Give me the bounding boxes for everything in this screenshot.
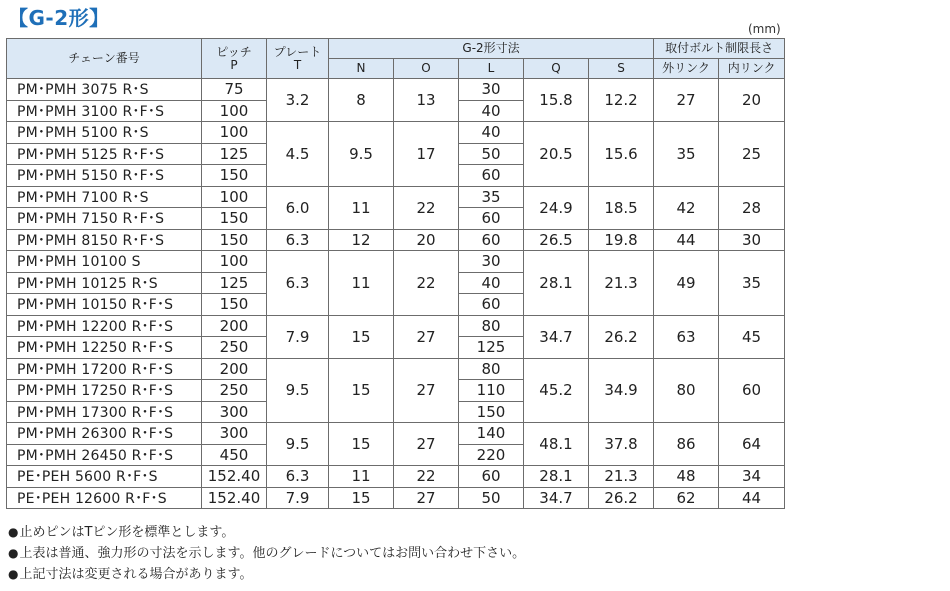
table-row	[7, 122, 785, 144]
chain-name-cell: PM･PMH 3075 R･S	[7, 79, 202, 101]
o-cell: 27	[394, 358, 459, 423]
bullet-icon: ●	[8, 546, 19, 560]
bullet-icon: ●	[8, 567, 19, 581]
outer-link-cell: 35	[654, 122, 719, 187]
pitch-cell: 300	[202, 423, 267, 445]
n-cell: 11	[329, 251, 394, 316]
q-cell: 48.1	[524, 423, 589, 466]
table-row	[7, 487, 785, 509]
pitch-cell: 150	[202, 229, 267, 251]
outer-link-cell: 80	[654, 358, 719, 423]
plate-cell: 6.3	[267, 229, 329, 251]
inner-link-cell: 20	[719, 79, 785, 122]
s-cell: 21.3	[589, 466, 654, 488]
chain-name-cell: PM･PMH 7150 R･F･S	[7, 208, 202, 230]
chain-name-cell: PM･PMH 8150 R･F･S	[7, 229, 202, 251]
inner-link-cell: 45	[719, 315, 785, 358]
note-text: 上表は普通、強力形の寸法を示します。他のグレードについてはお問い合わせ下さい。	[19, 546, 526, 561]
s-cell: 21.3	[589, 251, 654, 316]
plate-cell: 6.3	[267, 251, 329, 316]
pitch-cell: 75	[202, 79, 267, 101]
pitch-cell: 150	[202, 208, 267, 230]
pitch-cell: 100	[202, 186, 267, 208]
header-col-n: N	[329, 59, 394, 79]
pitch-cell: 100	[202, 251, 267, 273]
table-row	[7, 466, 785, 488]
header-chain-no: チェーン番号	[7, 39, 202, 79]
l-cell: 60	[459, 294, 524, 316]
s-cell: 15.6	[589, 122, 654, 187]
chain-name-cell: PM･PMH 5125 R･F･S	[7, 143, 202, 165]
header-plate-label: プレート	[273, 44, 322, 59]
pitch-cell: 200	[202, 315, 267, 337]
note-item	[8, 522, 525, 543]
o-cell: 27	[394, 315, 459, 358]
n-cell: 15	[329, 315, 394, 358]
n-cell: 11	[329, 186, 394, 229]
chain-name-cell: PM･PMH 26450 R･F･S	[7, 444, 202, 466]
l-cell: 60	[459, 165, 524, 187]
chain-name-cell: PM･PMH 17300 R･F･S	[7, 401, 202, 423]
l-cell: 40	[459, 100, 524, 122]
l-cell: 60	[459, 466, 524, 488]
plate-cell: 9.5	[267, 358, 329, 423]
l-cell: 40	[459, 122, 524, 144]
s-cell: 37.8	[589, 423, 654, 466]
header-col-s: S	[589, 59, 654, 79]
pitch-cell: 100	[202, 122, 267, 144]
pitch-cell: 300	[202, 401, 267, 423]
s-cell: 26.2	[589, 315, 654, 358]
plate-cell: 4.5	[267, 122, 329, 187]
table-row	[7, 251, 785, 273]
note-text: 止めピンはTピン形を標準とします。	[19, 525, 235, 540]
o-cell: 27	[394, 423, 459, 466]
pitch-cell: 100	[202, 100, 267, 122]
chain-name-cell: PM･PMH 12200 R･F･S	[7, 315, 202, 337]
header-col-q: Q	[524, 59, 589, 79]
q-cell: 28.1	[524, 251, 589, 316]
inner-link-cell: 30	[719, 229, 785, 251]
n-cell: 15	[329, 358, 394, 423]
notes	[8, 522, 525, 585]
outer-link-cell: 62	[654, 487, 719, 509]
header-col-l: L	[459, 59, 524, 79]
n-cell: 15	[329, 423, 394, 466]
chain-name-cell: PM･PMH 26300 R･F･S	[7, 423, 202, 445]
plate-cell: 6.3	[267, 466, 329, 488]
plate-cell: 7.9	[267, 487, 329, 509]
q-cell: 28.1	[524, 466, 589, 488]
l-cell: 35	[459, 186, 524, 208]
plate-cell: 6.0	[267, 186, 329, 229]
inner-link-cell: 35	[719, 251, 785, 316]
n-cell: 9.5	[329, 122, 394, 187]
o-cell: 20	[394, 229, 459, 251]
o-cell: 27	[394, 487, 459, 509]
pitch-cell: 150	[202, 165, 267, 187]
table-row	[7, 423, 785, 445]
s-cell: 18.5	[589, 186, 654, 229]
header-pitch-label: ピッチ	[216, 44, 252, 59]
section-title: 【G-2形】	[8, 6, 110, 30]
pitch-cell: 125	[202, 272, 267, 294]
pitch-cell: 125	[202, 143, 267, 165]
unit-label: (mm)	[748, 22, 781, 36]
header-bolt-limit: 取付ボルト制限長さ	[654, 39, 785, 59]
inner-link-cell: 60	[719, 358, 785, 423]
chain-name-cell: PM･PMH 10100 S	[7, 251, 202, 273]
pitch-cell: 250	[202, 380, 267, 402]
q-cell: 26.5	[524, 229, 589, 251]
bullet-icon: ●	[8, 525, 19, 539]
header-plate	[267, 39, 329, 79]
note-item	[8, 543, 525, 564]
n-cell: 8	[329, 79, 394, 122]
chain-name-cell: PM･PMH 10125 R･S	[7, 272, 202, 294]
chain-name-cell: PM･PMH 10150 R･F･S	[7, 294, 202, 316]
table-row	[7, 229, 785, 251]
pitch-cell: 152.40	[202, 487, 267, 509]
l-cell: 30	[459, 79, 524, 101]
s-cell: 12.2	[589, 79, 654, 122]
plate-cell: 7.9	[267, 315, 329, 358]
header-outer-link: 外リンク	[654, 59, 719, 79]
q-cell: 20.5	[524, 122, 589, 187]
l-cell: 80	[459, 358, 524, 380]
outer-link-cell: 27	[654, 79, 719, 122]
table-row	[7, 358, 785, 380]
pitch-cell: 200	[202, 358, 267, 380]
q-cell: 45.2	[524, 358, 589, 423]
outer-link-cell: 42	[654, 186, 719, 229]
o-cell: 13	[394, 79, 459, 122]
table-row	[7, 79, 785, 101]
q-cell: 15.8	[524, 79, 589, 122]
chain-name-cell: PE･PEH 12600 R･F･S	[7, 487, 202, 509]
note-item	[8, 564, 525, 585]
chain-name-cell: PM･PMH 3100 R･F･S	[7, 100, 202, 122]
n-cell: 15	[329, 487, 394, 509]
o-cell: 22	[394, 251, 459, 316]
l-cell: 110	[459, 380, 524, 402]
n-cell: 12	[329, 229, 394, 251]
header-pitch-symbol: P	[230, 57, 238, 72]
chain-name-cell: PM･PMH 7100 R･S	[7, 186, 202, 208]
header-inner-link: 内リンク	[719, 59, 785, 79]
plate-cell: 9.5	[267, 423, 329, 466]
inner-link-cell: 25	[719, 122, 785, 187]
outer-link-cell: 48	[654, 466, 719, 488]
l-cell: 40	[459, 272, 524, 294]
inner-link-cell: 64	[719, 423, 785, 466]
header-plate-symbol: T	[293, 57, 302, 72]
inner-link-cell: 34	[719, 466, 785, 488]
q-cell: 34.7	[524, 487, 589, 509]
s-cell: 19.8	[589, 229, 654, 251]
inner-link-cell: 44	[719, 487, 785, 509]
l-cell: 50	[459, 143, 524, 165]
l-cell: 140	[459, 423, 524, 445]
chain-name-cell: PM･PMH 17200 R･F･S	[7, 358, 202, 380]
chain-name-cell: PM･PMH 5100 R･S	[7, 122, 202, 144]
chain-name-cell: PM･PMH 5150 R･F･S	[7, 165, 202, 187]
plate-cell: 3.2	[267, 79, 329, 122]
s-cell: 26.2	[589, 487, 654, 509]
l-cell: 30	[459, 251, 524, 273]
o-cell: 22	[394, 466, 459, 488]
pitch-cell: 152.40	[202, 466, 267, 488]
pitch-cell: 450	[202, 444, 267, 466]
header-g2-dims: G-2形寸法	[329, 39, 654, 59]
l-cell: 220	[459, 444, 524, 466]
outer-link-cell: 44	[654, 229, 719, 251]
l-cell: 60	[459, 229, 524, 251]
outer-link-cell: 49	[654, 251, 719, 316]
pitch-cell: 250	[202, 337, 267, 359]
o-cell: 22	[394, 186, 459, 229]
outer-link-cell: 63	[654, 315, 719, 358]
q-cell: 34.7	[524, 315, 589, 358]
outer-link-cell: 86	[654, 423, 719, 466]
chain-name-cell: PM･PMH 12250 R･F･S	[7, 337, 202, 359]
o-cell: 17	[394, 122, 459, 187]
q-cell: 24.9	[524, 186, 589, 229]
n-cell: 11	[329, 466, 394, 488]
header-col-o: O	[394, 59, 459, 79]
l-cell: 60	[459, 208, 524, 230]
note-text: 上記寸法は変更される場合があります。	[19, 567, 253, 582]
table-row	[7, 186, 785, 208]
l-cell: 125	[459, 337, 524, 359]
chain-name-cell: PM･PMH 17250 R･F･S	[7, 380, 202, 402]
table-row	[7, 315, 785, 337]
l-cell: 80	[459, 315, 524, 337]
header-pitch	[202, 39, 267, 79]
chain-name-cell: PE･PEH 5600 R･F･S	[7, 466, 202, 488]
chain-spec-table	[6, 38, 785, 509]
inner-link-cell: 28	[719, 186, 785, 229]
l-cell: 50	[459, 487, 524, 509]
l-cell: 150	[459, 401, 524, 423]
s-cell: 34.9	[589, 358, 654, 423]
pitch-cell: 150	[202, 294, 267, 316]
